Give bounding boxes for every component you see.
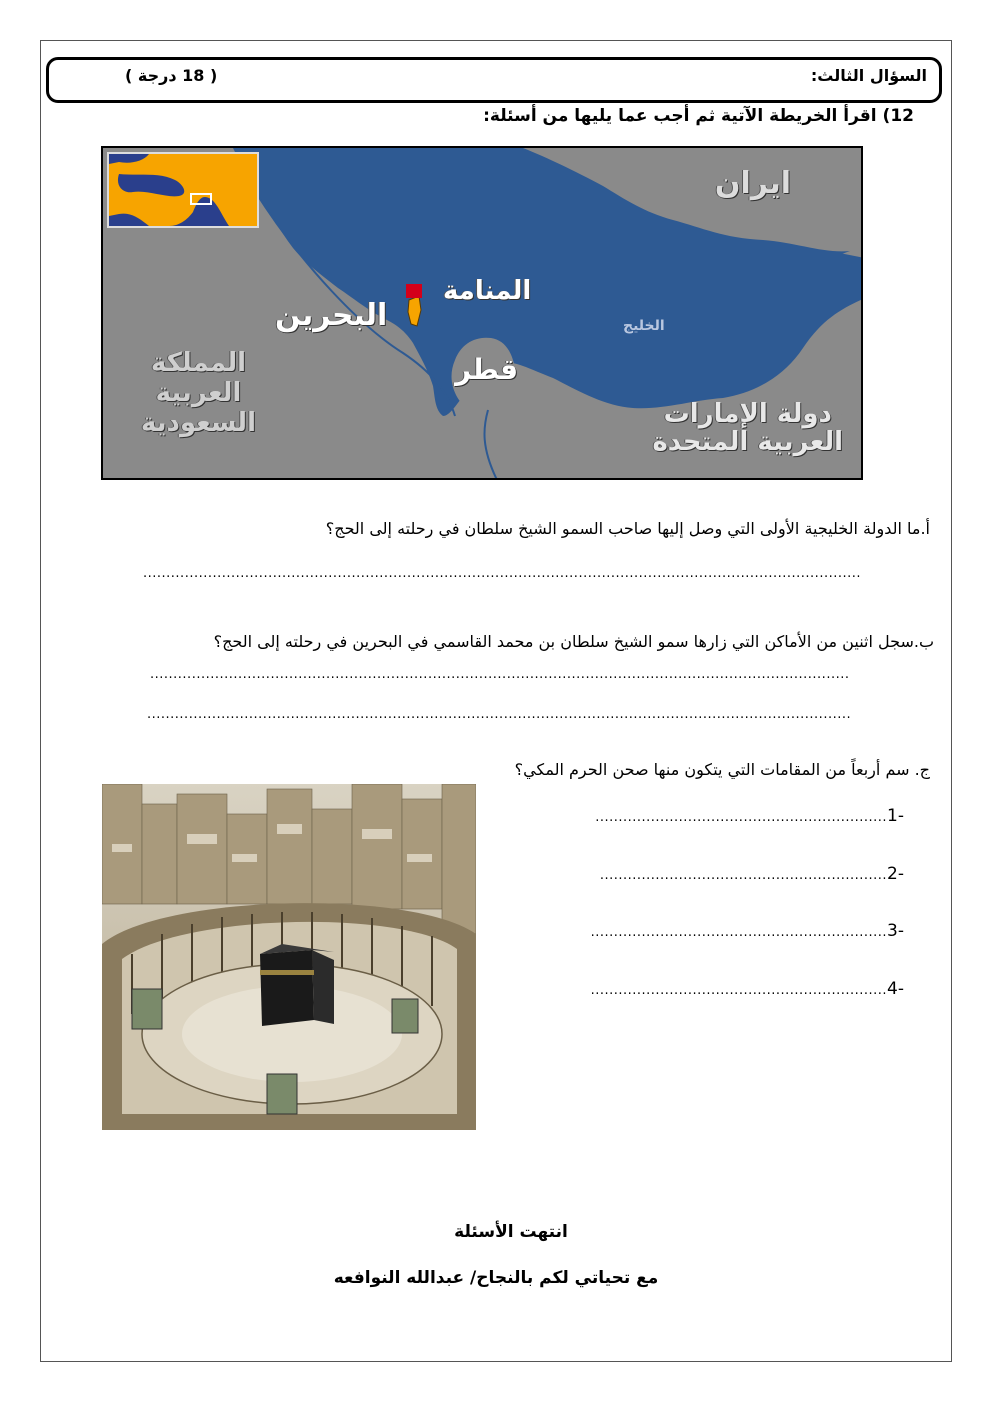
question-a: أ.ما الدولة الخليجية الأولى التي وصل إليها صاحب السمو الشيخ سلطان في رحلته إلى الحج؟ bbox=[325, 519, 930, 538]
label-iran: ايران bbox=[714, 166, 791, 201]
answer-line-b2[interactable]: ........................................................................................................................................................ bbox=[147, 707, 852, 722]
label-ksa-line1: المملكة bbox=[150, 348, 247, 378]
answer-number: 4- bbox=[887, 979, 904, 999]
label-uae-line2: العربية المتحدة bbox=[652, 427, 843, 457]
answer-number: 3- bbox=[887, 921, 904, 941]
label-ksa-line3: السعودية bbox=[141, 408, 256, 438]
teacher-signature: مع تحياتي لكم بالنجاح/ عبدالله النوافعه bbox=[333, 1268, 659, 1288]
answer-dots: .............................................................. bbox=[599, 868, 888, 883]
answer-number: 1- bbox=[887, 806, 904, 826]
label-uae-line1: دولة الإمارات bbox=[663, 399, 832, 429]
answer-line-b1[interactable]: ....................................................................................................................................................... bbox=[150, 667, 850, 682]
label-uae bbox=[652, 400, 843, 456]
answer-dots: ............................................................... bbox=[595, 810, 888, 825]
answer-number: 2- bbox=[887, 864, 904, 884]
instruction-text: 12) اقرأ الخريطة الآتية ثم أجب عما يليها من أسئلة: bbox=[483, 106, 914, 126]
question-marks: ( 18 درجة ) bbox=[125, 66, 218, 85]
list-item[interactable] bbox=[595, 806, 904, 826]
inset-drawing bbox=[109, 154, 257, 226]
question-title: السؤال الثالث: bbox=[810, 66, 927, 85]
question-header bbox=[46, 57, 942, 103]
label-gulf: الخليج bbox=[623, 318, 665, 334]
answer-dots: ................................................................ bbox=[590, 983, 888, 998]
answer-line-a[interactable]: ........................................................................................................................................................... bbox=[143, 566, 862, 581]
question-b: ب.سجل اثنين من الأماكن التي زارها سمو الشيخ سلطان بن محمد القاسمي في البحرين في رحلته إلى الحج؟ bbox=[213, 632, 934, 651]
manama-marker bbox=[406, 284, 422, 298]
haram-drawing bbox=[102, 784, 476, 1130]
world-locator-inset bbox=[107, 152, 259, 228]
haram-photo bbox=[102, 784, 476, 1130]
list-item[interactable] bbox=[591, 979, 904, 999]
gulf-map bbox=[101, 146, 863, 480]
answer-dots: ................................................................ bbox=[590, 925, 888, 940]
label-ksa-line2: العربية bbox=[155, 378, 242, 408]
label-manama: المنامة bbox=[443, 276, 532, 306]
list-item[interactable] bbox=[591, 921, 904, 941]
label-bahrain: البحرين bbox=[275, 298, 388, 333]
end-of-questions: انتهت الأسئلة bbox=[454, 1222, 568, 1242]
label-saudi-arabia bbox=[141, 348, 256, 438]
list-item[interactable] bbox=[600, 864, 904, 884]
question-c: ج. سم أربعاً من المقامات التي يتكون منها صحن الحرم المكي؟ bbox=[514, 760, 930, 779]
label-qatar: قطر bbox=[455, 353, 519, 386]
